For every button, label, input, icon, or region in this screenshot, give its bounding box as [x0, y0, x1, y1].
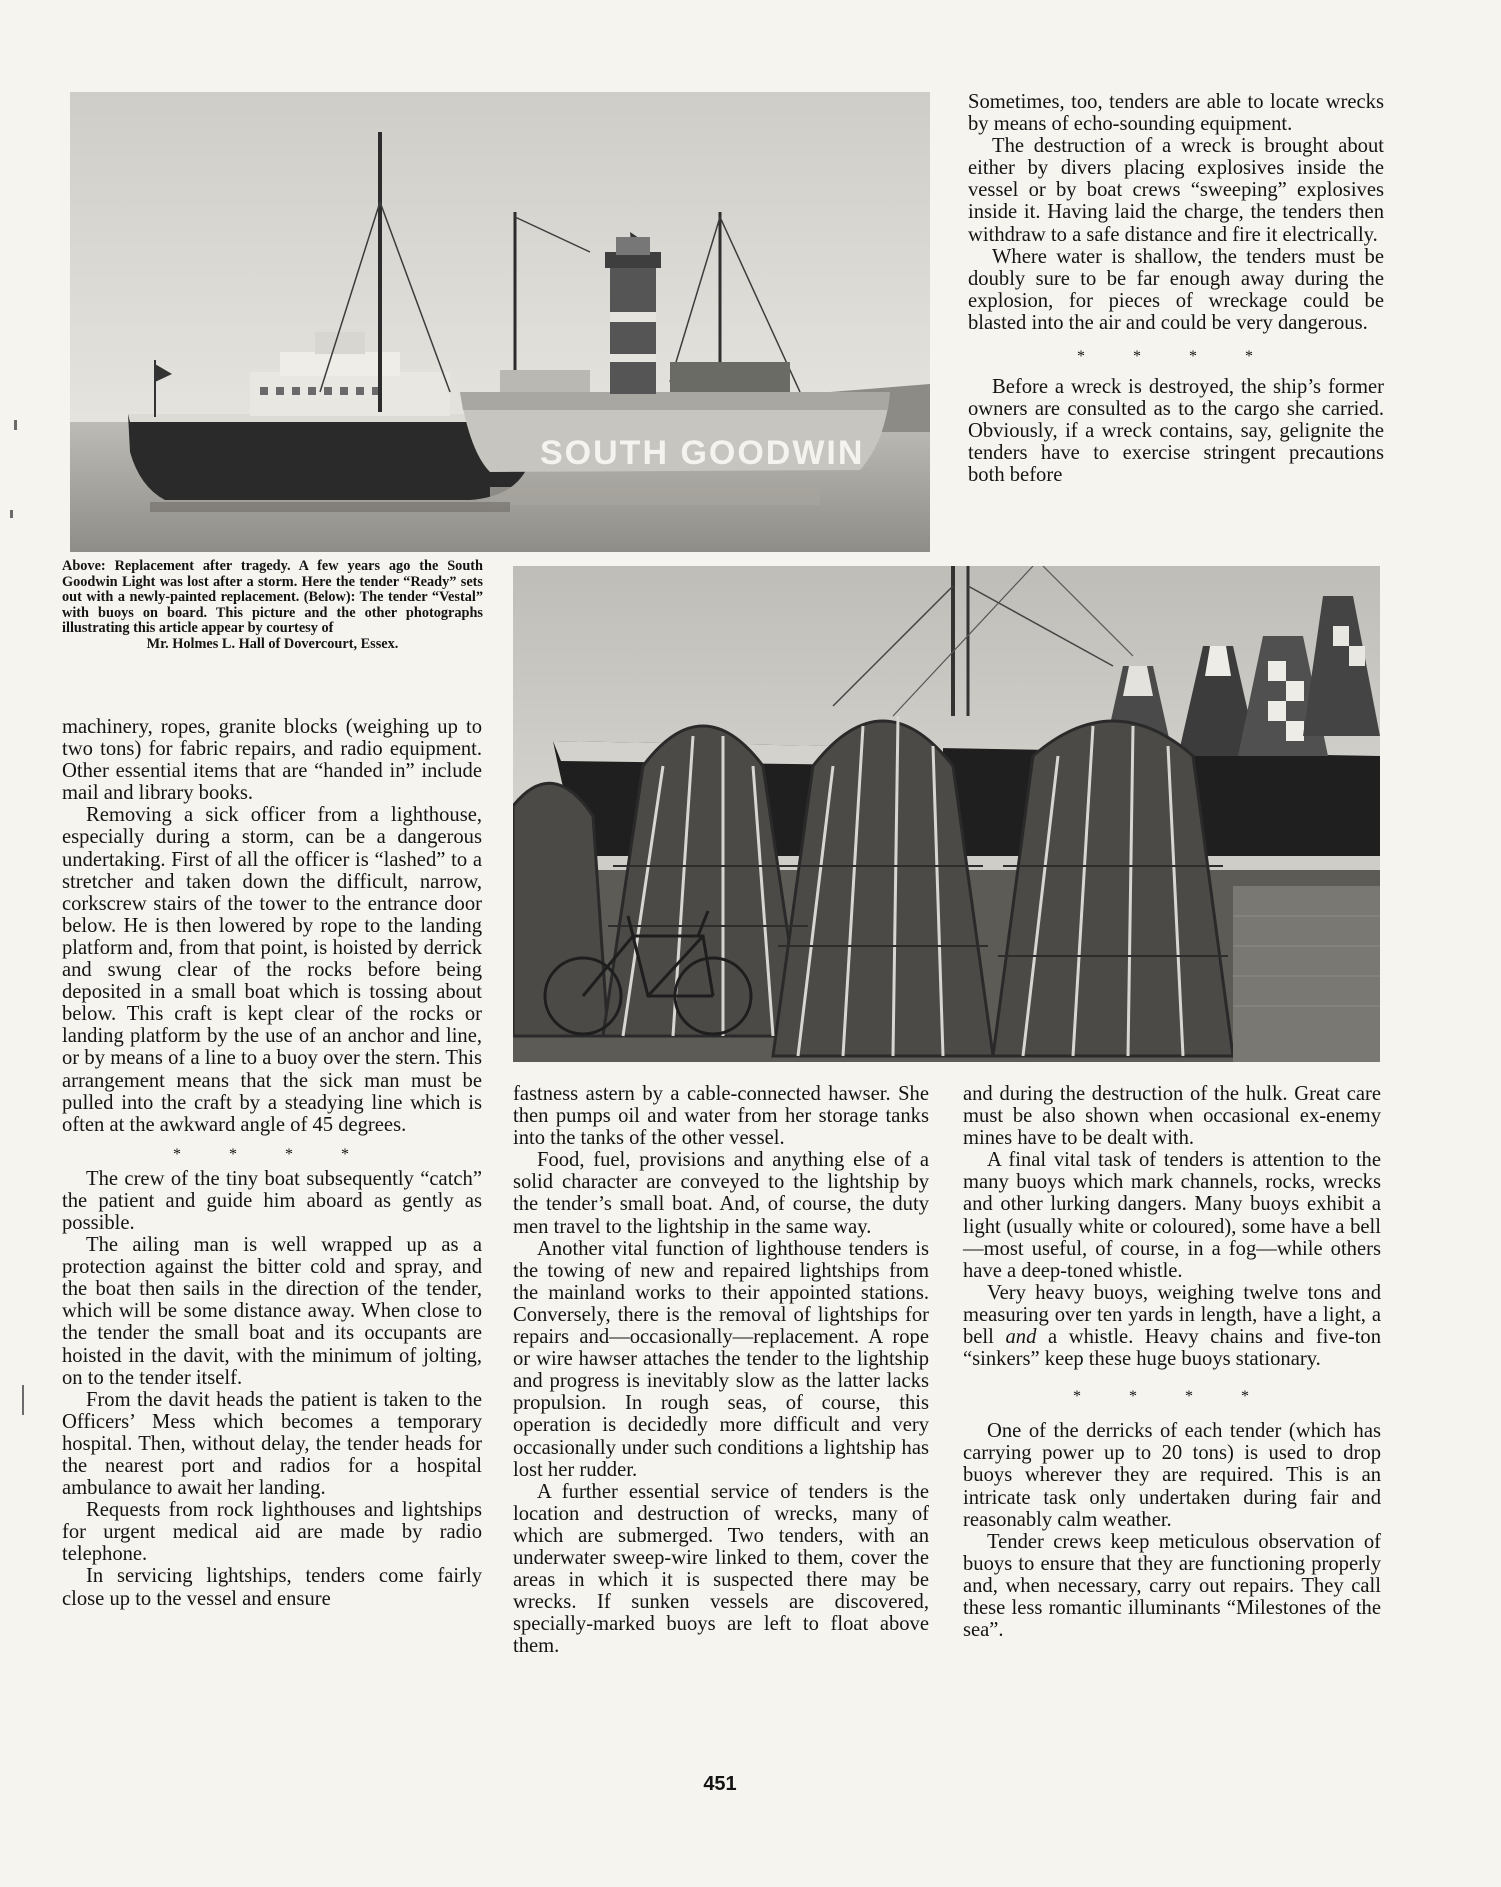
paragraph: Another vital function of lighthouse tenders is the towing of new and repaired lightships from the mainland works to their appointed stations. Conversely, there is the removal of lightships for repairs and—occasionally—replacement. A rope or wire hawser attaches the tender to the lightship and progress is inevitably slow as the latter lacks propulsion. In rough seas, of course, this operation is decidedly more difficult and very occasionally under such conditions a lightship has lost her rudder.	[513, 1237, 929, 1481]
paragraph: Requests from rock lighthouses and lightships for urgent medical aid are made by radio telephone.	[62, 1499, 482, 1566]
paragraph: Where water is shallow, the tenders must be doubly sure to be far enough away during the explosion, for pieces of wreckage could be blasted into the air and could be very dangerous.	[968, 245, 1384, 334]
column-right-bottom	[963, 1083, 1381, 1641]
paragraph: The destruction of a wreck is brought about either by divers placing explosives inside the vessel or by boat crews “sweeping” explosives inside it. Having laid the charge, the tenders then withdraw to a safe distance and fire it electrically.	[968, 135, 1384, 246]
scan-mark	[10, 510, 13, 518]
section-break: * * * *	[1077, 348, 1275, 366]
caption-credit: Mr. Holmes L. Hall of Dovercourt, Essex.	[146, 635, 399, 652]
emphasis: and	[1005, 1326, 1037, 1349]
paragraph: In servicing lightships, tenders come fairly close up to the vessel and ensure	[62, 1565, 482, 1610]
column-middle	[513, 1083, 929, 1657]
section-break: * * * *	[1073, 1388, 1271, 1406]
text-run: Very heavy buoys, weighing twelve tons and measuring over ten yards in length, have a light, a bell	[963, 1281, 1381, 1349]
paragraph: A final vital task of tenders is attention to the many buoys which mark channels, rocks, wrecks and other lurking dangers. Many buoys exhibit a light (usually white or coloured), some have a bell—most useful, of course, in a fog—while others have a deep-toned whistle.	[963, 1149, 1381, 1282]
text-run: a whistle. Heavy chains and five-ton “sinkers” keep these huge buoys stationary.	[963, 1326, 1382, 1371]
paragraph: Food, fuel, provisions and anything else of a solid character are conveyed to the lightship by the tender’s small boat. And, of course, the duty men travel to the lightship in the same way.	[513, 1149, 929, 1238]
section-break: * * * *	[173, 1145, 371, 1163]
paragraph: Sometimes, too, tenders are able to locate wrecks by means of echo-sounding equipment.	[968, 91, 1384, 136]
caption-text: Above: Replacement after tragedy. A few years ago the South Goodwin Light was lost after a storm. Here the tender “Ready” sets out with a newly-painted replacement. (Below): The tender “Vestal” with buoys on board. This picture and the other photographs illustrating this article appear by courtesy of	[62, 558, 483, 637]
paragraph: Tender crews keep meticulous observation of buoys to ensure that they are functioning properly and, when necessary, carry out repairs. They call these less romantic illuminants “Milestones of the sea”.	[963, 1530, 1381, 1642]
page-number: 451	[703, 1773, 737, 1795]
photo-caption	[62, 559, 483, 653]
paragraph: and during the destruction of the hulk. Great care must be also shown when occasional ex-enemy mines have to be dealt with.	[963, 1083, 1381, 1150]
paragraph: Before a wreck is destroyed, the ship’s former owners are consulted as to the cargo she carried. Obviously, if a wreck contains, say, gelignite the tenders have to exercise stringent precautions both before	[968, 376, 1384, 487]
paragraph: The ailing man is well wrapped up as a protection against the bitter cold and spray, and the boat then sails in the direction of the tender, which will be some distance away. When close to the tender the small boat and its occupants are hoisted in the davit, with the minimum of jolting, on to the tender itself.	[62, 1234, 482, 1389]
paragraph: machinery, ropes, granite blocks (weighing up to two tons) for fabric repairs, and radio equipment. Other essential items that are “handed in” include mail and library books.	[62, 716, 482, 805]
photo-lightship-replacement	[70, 92, 930, 552]
scan-mark	[22, 1385, 24, 1415]
paragraph: fastness astern by a cable-connected hawser. She then pumps oil and water from her storage tanks into the tanks of the other vessel.	[513, 1083, 929, 1150]
photo-tender-vestal	[513, 566, 1380, 1062]
paragraph: The crew of the tiny boat subsequently “catch” the patient and guide him aboard as gently as possible.	[62, 1167, 482, 1234]
column-right-top	[968, 91, 1384, 487]
paragraph: One of the derricks of each tender (which has carrying power up to 20 tons) is used to drop buoys wherever they are required. This is an intricate task only undertaken during fair and reasonably calm weather.	[963, 1420, 1381, 1531]
paragraph: A further essential service of tenders is the location and destruction of wrecks, many of which are submerged. Two tenders, with an underwater sweep-wire linked to them, cover the areas in which it is suspected there may be wrecks. If sunken vessels are discovered, specially-marked buoys are left to float above them.	[513, 1480, 929, 1658]
paragraph	[963, 1282, 1381, 1370]
scan-mark	[14, 420, 17, 430]
hull-lettering: SOUTH GOODWIN	[540, 434, 865, 472]
paragraph: Removing a sick officer from a lighthouse, especially during a storm, can be a dangerous undertaking. First of all the officer is “lashed” to a stretcher and taken down the difficult, narrow, corkscrew stairs of the tower to the entrance door below. He is then lowered by rope to the landing platform and, from that point, is hoisted by derrick and swung clear of the rocks before being deposited in a small boat which is tossing about below. This craft is kept clear of the rocks or landing platform by the use of an anchor and line, or by means of a line to a buoy over the stern. This arrangement means that the sick man must be pulled into the craft by a steadying line which is often at the awkward angle of 45 degrees.	[62, 804, 482, 1136]
column-left	[62, 716, 482, 1610]
paragraph: From the davit heads the patient is taken to the Officers’ Mess which becomes a temporary hospital. Then, without delay, the tender heads for the nearest port and radios for a hospital ambulance to await her landing.	[62, 1388, 482, 1500]
